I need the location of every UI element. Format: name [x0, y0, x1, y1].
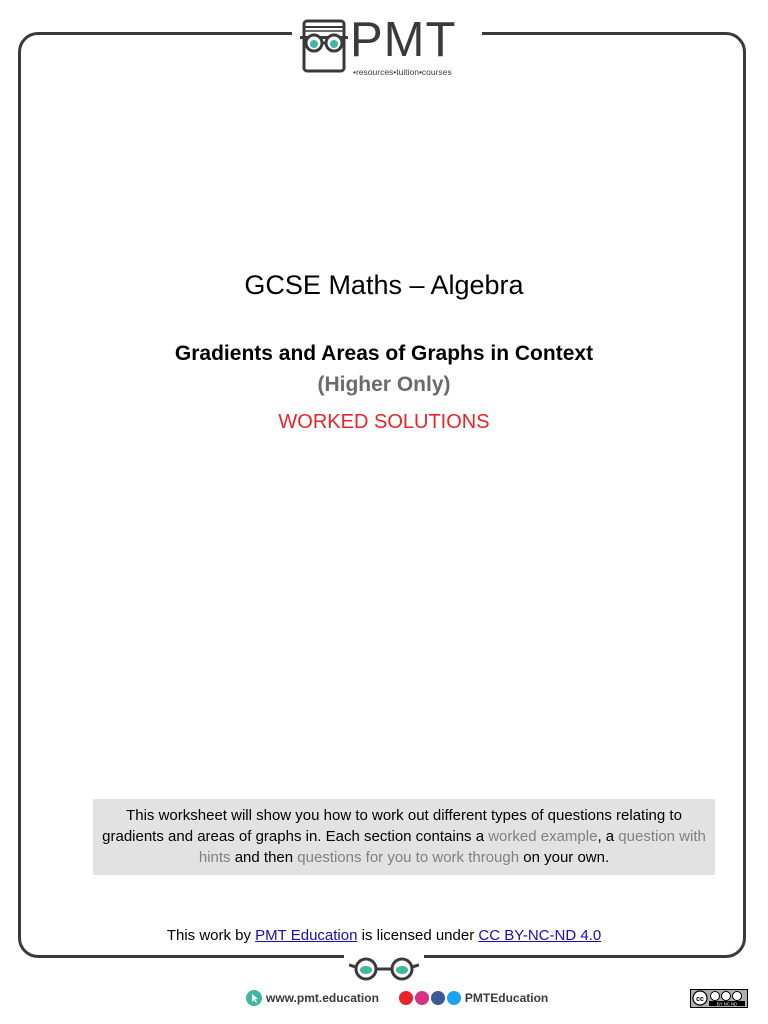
glasses-icon — [349, 957, 419, 983]
page-title: GCSE Maths – Algebra — [244, 270, 524, 300]
book-glasses-icon — [300, 18, 348, 74]
intro-worked-example: worked example — [488, 828, 598, 845]
cc-icon — [691, 990, 747, 1007]
author-link[interactable]: PMT Education — [255, 927, 358, 944]
license-middle: is licensed under — [357, 927, 479, 944]
intro-text-1: This worksheet will show you how to work out different types of questions relating to gradients and areas of graphs in. Each section contains a — [102, 807, 682, 845]
license-prefix: This work by — [166, 927, 256, 944]
intro-question-with-hints: question with hints — [198, 828, 706, 866]
pmt-logo — [300, 13, 480, 78]
intro-questions-for-you: questions for you to work through — [297, 849, 520, 866]
svg-text:cc: cc — [696, 996, 704, 1003]
facebook-icon[interactable] — [431, 991, 445, 1005]
website-link[interactable]: www.pmt.education — [266, 991, 379, 1005]
worked-solutions-label: WORKED SOLUTIONS — [278, 411, 490, 433]
intro-text-3: and then — [230, 849, 298, 866]
intro-box — [93, 799, 715, 875]
cc-badge-text: BY NC ND — [717, 1001, 737, 1007]
page-subtitle: Gradients and Areas of Graphs in Context — [174, 342, 594, 365]
level-label: (Higher Only) — [317, 373, 451, 396]
license-line — [0, 927, 768, 944]
instagram-icon[interactable] — [415, 991, 429, 1005]
license-link[interactable]: CC BY-NC-ND 4.0 — [478, 927, 602, 944]
twitter-icon[interactable] — [447, 991, 461, 1005]
logo-brand: PMT — [350, 13, 457, 67]
intro-text-2: , a — [597, 828, 619, 845]
social-handle: PMTEducation — [464, 991, 549, 1005]
logo-tagline: •resources•tuition•courses — [353, 67, 452, 77]
footer — [246, 989, 548, 1007]
cursor-icon — [246, 990, 262, 1006]
social-icons — [399, 991, 461, 1005]
youtube-icon[interactable] — [399, 991, 413, 1005]
intro-text-4: on your own. — [519, 849, 610, 866]
cc-license-badge[interactable] — [690, 989, 748, 1008]
